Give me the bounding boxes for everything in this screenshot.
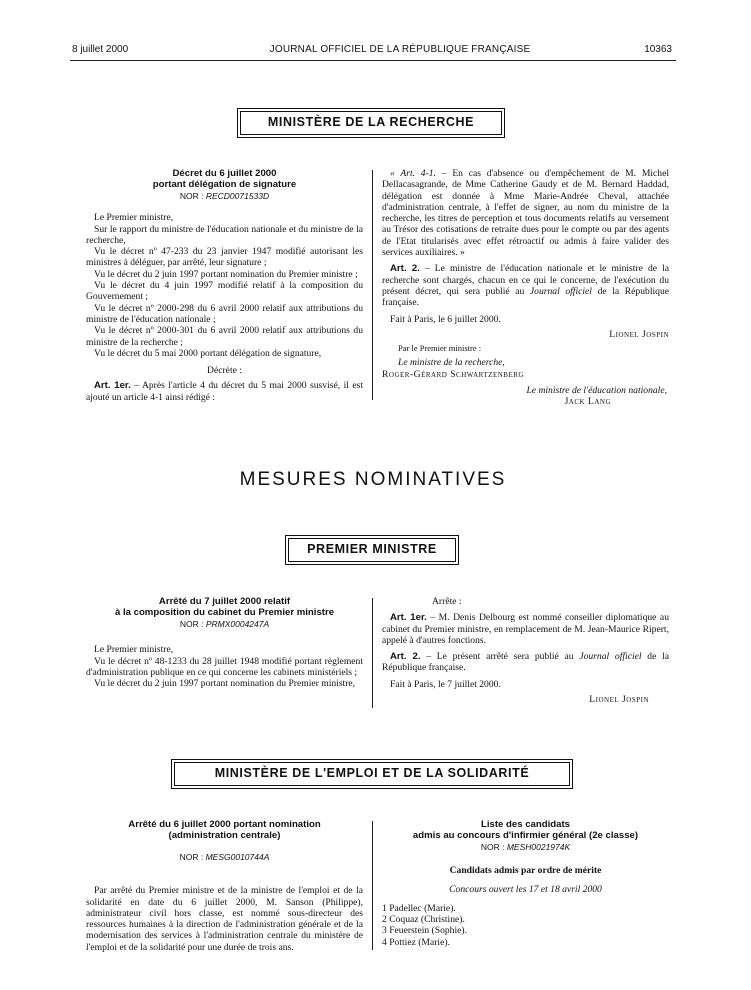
mesures-nominatives-heading: MESURES NOMINATIVES: [239, 469, 507, 490]
journal-officiel-ref: Journal officiel: [579, 651, 642, 663]
concours-dates: Concours ouvert les 17 et 18 avril 2000: [449, 883, 602, 895]
ministry-title: MINISTÈRE DE L'EMPLOI ET DE LA SOLIDARITÉ: [174, 762, 570, 786]
fait-a-paris: Fait à Paris, le 6 juillet 2000.: [390, 313, 501, 325]
article-2-label: Art. 2.: [390, 263, 420, 275]
article-1: [382, 612, 669, 646]
article-2-label: Art. 2.: [390, 651, 421, 663]
paragraph: Vu le décret du 2 juin 1997 portant nomination du Premier ministre,: [94, 678, 356, 690]
signature-lang: Jack Lang: [564, 396, 611, 408]
nor-code: PRMX0004247A: [205, 619, 270, 629]
candidate-item: 1 Padellec (Marie).: [382, 902, 456, 914]
paragraph: Vu le décret nº 47-233 du 23 janvier 1947 modifié autorisant les ministres à déléguer, par arrêté, leur signature ;: [86, 246, 363, 269]
quote-text: – En cas d'absence ou d'empêchement de M. Michel Dellacasagrande, de Mme Catherine Gaudy et de M. Bernard Haddad, délégation est donnée à Mme Marie-Andrée Cheval, attachée d'administration centrale, à l'effet de signer, au nom du ministre de la recherche, les titres de perception et tous documents relatifs au versement au Trésor des cotisations de retraite dues pour le compte ou par des agents de l'Etat titularisés avec effet rétroactif ou admis à faire valider des services auxiliaires. »: [382, 168, 669, 259]
ministry-box-emploi-solidarite: [171, 759, 573, 789]
header-rule: [70, 60, 676, 61]
article-2-text-end: de la République française.: [382, 285, 669, 309]
article-2-text: – Le présent arrêté sera publié au: [420, 651, 580, 663]
article-1-text: – M. Denis Delbourg est nommé conseiller diplomatique au cabinet du Premier ministre, en remplacement de M. Jean-Maurice Ripert, appelé à d'autres fonctions.: [382, 612, 669, 646]
nor-label: NOR :: [179, 191, 204, 201]
arrete-nor: [86, 619, 363, 630]
nomination-left-column: [86, 819, 363, 953]
paragraph: Vu le décret nº 2000-298 du 6 avril 2000 relatif aux attributions du ministre de l'éducation nationale ;: [86, 302, 363, 325]
article-1-text: – Après l'article 4 du décret du 5 mai 2000 susvisé, il est ajouté un article 4-1 ainsi rédigé :: [86, 380, 363, 403]
column-divider: [372, 598, 373, 708]
nor-label: NOR :: [179, 619, 204, 629]
nor-label: NOR :: [179, 852, 204, 862]
decret-nor: [86, 191, 363, 202]
decret-right-column: [382, 168, 669, 408]
nomination-title-line1: Arrêté du 6 juillet 2000 portant nomination: [128, 819, 321, 830]
paragraph: Vu le décret nº 2000-301 du 6 avril 2000 relatif aux attributions du ministre de la recherche ;: [86, 325, 363, 348]
article-2: [382, 651, 669, 674]
article-1-label: Art. 1er.: [390, 612, 427, 624]
candidats-title-line2: admis au concours d'infirmier général (2e classe): [412, 830, 639, 841]
decrete-label: Décrète :: [207, 365, 242, 377]
arrete-left-column: [86, 596, 363, 689]
candidats-subtitle: Candidats admis par ordre de mérite: [449, 865, 602, 877]
nomination-paragraph: Par arrêté du Premier ministre et de la ministre de l'emploi et de la solidarité en date du 6 juillet 2000, M. Sanson (Philippe), administrateur civil hors classe, est nommé sous-directeur des ressources humaines à la direction de l'administration générale et de la modernisation des services à l'administration centrale du ministère de l'emploi et de la solidarité pour une durée de trois ans.: [86, 885, 363, 953]
article-1: [86, 380, 363, 403]
nomination-title-line2: (administration centrale): [168, 830, 281, 841]
signature-jospin: Lionel Jospin: [589, 694, 649, 706]
candidate-item: 2 Coquaz (Christine).: [382, 914, 465, 926]
paragraph: Vu le décret nº 48-1233 du 28 juillet 1948 modifié portant règlement d'administration publique en ce qui concerne les cabinets ministériels ;: [86, 655, 363, 678]
signature-jospin: Lionel Jospin: [609, 328, 669, 340]
ministry-title: PREMIER MINISTRE: [288, 538, 456, 562]
candidate-item: 4 Pottiez (Marie).: [382, 936, 450, 948]
ministry-title: MINISTÈRE DE LA RECHERCHE: [240, 111, 502, 135]
column-divider: [372, 170, 373, 400]
article-4-1-quote: [382, 168, 669, 258]
article-2: [382, 263, 669, 308]
nor-code: MESH0021974K: [506, 842, 571, 852]
article-2-text-end: de la République française.: [382, 651, 669, 674]
candidats-right-column: [382, 819, 669, 948]
article-2-text: – Le ministre de l'éducation nationale et le ministre de la recherche sont chargés, chacun en ce qui le concerne, de l'exécution du présent décret, qui sera publié au: [382, 263, 669, 297]
paragraph: Sur le rapport du ministre de l'éducation nationale et du ministre de la recherche,: [86, 223, 363, 246]
header-date: 8 juillet 2000: [72, 44, 129, 55]
header-journal-title: JOURNAL OFFICIEL DE LA RÉPUBLIQUE FRANÇAISE: [269, 44, 531, 55]
journal-officiel-ref: Journal officiel: [529, 285, 592, 297]
decret-left-column: [86, 168, 363, 403]
header-page-number: 10363: [644, 44, 672, 55]
nor-code: RECD0071533D: [205, 191, 270, 201]
role-ministre-education: Le ministre de l'éducation nationale,: [526, 385, 667, 397]
paragraph: Le Premier ministre,: [94, 212, 174, 224]
paragraph: Vu le décret du 5 mai 2000 portant délégation de signature,: [94, 347, 322, 359]
paragraph: Vu le décret du 2 juin 1997 portant nomination du Premier ministre ;: [94, 268, 358, 280]
ministry-box-recherche: [237, 108, 505, 138]
candidats-title-line1: Liste des candidats: [480, 819, 571, 830]
signature-schwartzenberg: Roger-Gérard Schwartzenberg: [382, 368, 524, 380]
nomination-nor: [86, 852, 363, 863]
decret-title-line1: Décret du 6 juillet 2000: [172, 168, 277, 179]
paragraph: Le Premier ministre,: [94, 644, 174, 656]
nor-code: MESG0010744A: [205, 852, 270, 862]
nor-label: NOR :: [480, 842, 505, 852]
arrete-title-line1: Arrêté du 7 juillet 2000 relatif: [158, 596, 291, 607]
decret-title-line2: portant délégation de signature: [152, 179, 297, 190]
arrete-title-line2: à la composition du cabinet du Premier ministre: [114, 607, 335, 618]
quote-label: « Art. 4-1.: [390, 168, 436, 179]
candidate-item: 3 Feuerstein (Sophie).: [382, 925, 467, 937]
arrete-right-column: [382, 596, 669, 705]
article-1-label: Art. 1er.: [94, 380, 131, 392]
arrete-label: Arrête :: [432, 596, 462, 607]
fait-a-paris: Fait à Paris, le 7 juillet 2000.: [390, 678, 501, 690]
column-divider: [372, 821, 373, 950]
par-le-premier-ministre: Par le Premier ministre :: [398, 343, 482, 354]
ministry-box-premier-ministre: [285, 535, 459, 565]
paragraph: Vu le décret du 4 juin 1997 modifié relatif à la composition du Gouvernement ;: [86, 280, 363, 303]
role-ministre-recherche: Le ministre de la recherche,: [398, 357, 505, 369]
candidats-nor: [382, 842, 669, 853]
